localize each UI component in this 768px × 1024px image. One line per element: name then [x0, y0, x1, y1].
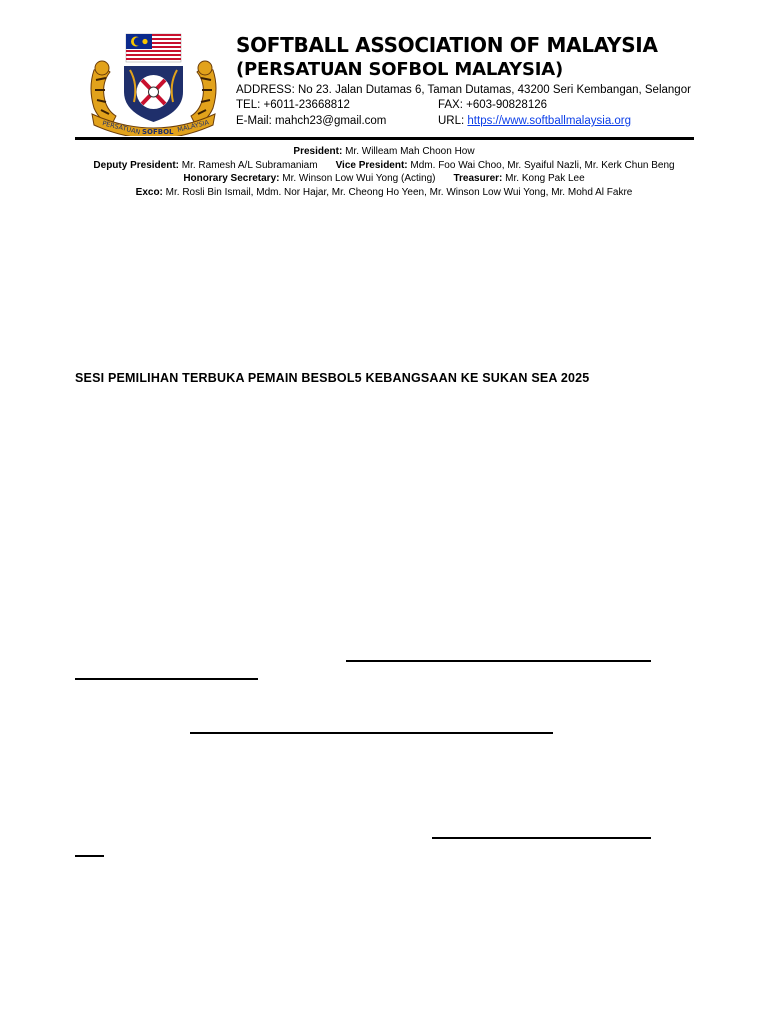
svg-text:MALAYSIA: MALAYSIA: [176, 118, 210, 134]
website-link[interactable]: https://www.softballmalaysia.org: [467, 115, 632, 127]
secretary-name: Mr. Winson Low Wui Yong (Acting): [279, 173, 436, 184]
organization-name-malay: (PERSATUAN SOFBOL MALAYSIA): [236, 59, 563, 80]
officers-list: [60, 145, 708, 199]
svg-text:PERSATUAN: PERSATUAN: [101, 119, 142, 136]
fax: FAX: +603-90828126: [438, 99, 548, 111]
blank-line-2: [75, 678, 258, 680]
blank-line-5: [75, 855, 104, 857]
shield-emblem-icon: [124, 66, 183, 122]
document-title: SESI PEMILIHAN TERBUKA PEMAIN BESBOL5 KEBANGSAAN KE SUKAN SEA 2025: [75, 371, 590, 385]
treasurer-name: Mr. Kong Pak Lee: [502, 173, 585, 184]
exco-label: Exco:: [135, 186, 163, 198]
telephone: TEL: +6011-23668812: [236, 99, 350, 111]
president-label: President:: [293, 146, 343, 157]
exco-names: Mr. Rosli Bin Ismail, Mdm. Nor Hajar, Mr. Cheong Ho Yeen, Mr. Winson Low Wui Yong, Mr. Mohd Al Fakre: [162, 186, 633, 198]
email: E-Mail: mahch23@gmail.com: [236, 115, 387, 127]
blank-line-3: [190, 732, 553, 734]
url-line: [438, 115, 631, 127]
url-label: URL:: [438, 115, 468, 127]
vice-president-names: Mdm. Foo Wai Choo, Mr. Syaiful Nazli, Mr. Kerk Chun Beng: [407, 159, 675, 171]
officers-row-exco: [60, 186, 708, 200]
officers-row-president: [60, 145, 708, 159]
blank-line-4: [432, 837, 651, 839]
treasurer-label: Treasurer:: [453, 173, 503, 184]
deputy-president-name: Mr. Ramesh A/L Subramaniam: [178, 159, 318, 171]
officers-row-deputy-vice: [60, 159, 708, 173]
president-name: Mr. Willeam Mah Choon How: [342, 146, 475, 157]
left-tiger-icon: [91, 61, 116, 124]
right-tiger-icon: [191, 61, 216, 124]
svg-text:SOFBOL: SOFBOL: [142, 128, 174, 136]
vice-president-label: Vice President:: [335, 159, 408, 171]
organization-name: SOFTBALL ASSOCIATION OF MALAYSIA: [236, 33, 658, 57]
deputy-president-label: Deputy President:: [93, 159, 179, 171]
address-line: ADDRESS: No 23. Jalan Dutamas 6, Taman Dutamas, 43200 Seri Kembangan, Selangor: [236, 84, 691, 96]
blank-line-1: [346, 660, 651, 662]
officers-row-secretary-treasurer: [60, 172, 708, 186]
malaysia-flag-icon: [126, 34, 181, 62]
secretary-label: Honorary Secretary:: [183, 173, 280, 184]
association-crest-logo: [86, 30, 221, 136]
header-divider: [75, 137, 694, 140]
